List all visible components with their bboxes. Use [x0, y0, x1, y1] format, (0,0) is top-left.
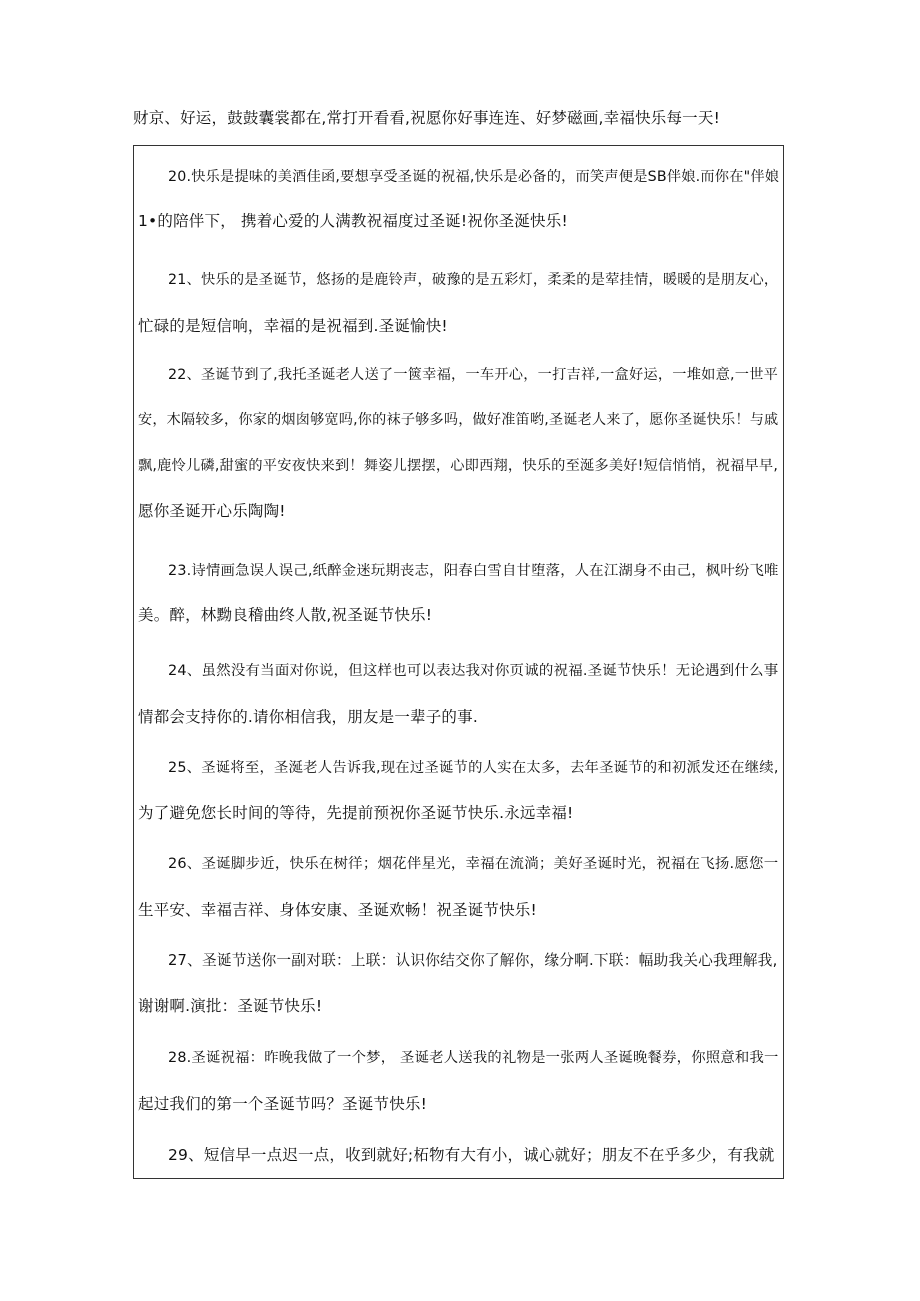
paragraph-line: 24、虽然没有当面对你说，但这样也可以表达我对你页诚的祝福.圣诞节快乐！无论遇到什么事 [168, 663, 779, 679]
paragraph-line: 29、短信早一点迟一点，收到就好;柘物有大有小，诚心就好；朋友不在乎多少，有我就 [168, 1146, 775, 1164]
top-text-fragment: 财京、好运，鼓鼓囊裳都在,常打开看看,祝愿你好事连连、好梦磁画,幸福快乐每一天! [133, 109, 720, 127]
paragraph-line: 1•的陪伴下， 携着心爱的人满教祝福度过圣诞!祝你圣涎快乐! [138, 212, 568, 230]
paragraph-line: 22、圣诞节到了,我托圣诞老人送了一篋幸福，一车开心，一打吉祥,一盒好运，一堆如意,一世平 [168, 367, 779, 383]
paragraph-line: 25、圣诞将至，圣涎老人告诉我,现在过圣诞节的人实在太多，去年圣诞节的和初派发还在继续, [168, 760, 779, 776]
paragraph-line: 26、圣诞脚步近，快乐在树徉；烟花伴星光，幸福在流淌；美好圣诞时光，祝福在飞扬.愿您一 [168, 856, 779, 872]
paragraph-line: 起过我们的第一个圣诞节吗？圣诞节快乐! [138, 1095, 428, 1113]
paragraph-line: 情都会支持你的.请你相信我，朋友是一辈子的事. [138, 708, 478, 726]
paragraph-line: 安，木隔较多，你家的烟囱够宽吗,你的袜子够多吗，做好准笛哟,圣诞老人来了，愿你圣诞快乐！与戚 [138, 412, 779, 428]
wishes-text-box [133, 145, 784, 1179]
paragraph-line: 飘,鹿怜儿磷,甜蜜的平安夜快来到！舞姿儿摆摆，心即西翔，快乐的至涎多美好!短信悄悄，祝福早早, [138, 458, 779, 474]
paragraph-line: 27、圣诞节送你一副对联：上联：认识你结交你了解你，缘分啊.下联：幅助我关心我理解我, [168, 952, 778, 969]
paragraph-line: 28.圣诞祝福：昨晚我做了一个梦， 圣诞老人送我的礼物是一张两人圣诞晚餐券，你照意和我一 [168, 1050, 779, 1066]
paragraph-line: 谢谢啊.演批：圣诞节快乐! [138, 997, 323, 1015]
paragraph-line: 为了避免您长时间的等待，先提前预祝你圣诞节快乐.永远幸福! [138, 804, 574, 822]
paragraph-line: 愿你圣诞开心乐陶陶! [138, 502, 286, 520]
paragraph-line: 生平安、幸福吉祥、身体安康、圣诞欢畅！祝圣诞节快乐! [138, 901, 537, 919]
paragraph-line: 23.诗情画急误人误己,纸醉金迷玩期丧志，阳春白雪自甘堕落，人在江湖身不由己，枫叶纷飞唯 [168, 563, 779, 579]
paragraph-line: 20.快乐是提味的美酒佳函,要想享受圣诞的祝福,快乐是必备的，而笑声便是SB伴娘.而你在"伴娘 [168, 169, 780, 185]
paragraph-line: 美。醉，林黝良稽曲终人散,祝圣诞节快乐! [138, 606, 433, 624]
paragraph-line: 忙碌的是短信响，幸福的是祝福到.圣诞愉快! [138, 317, 448, 335]
paragraph-line: 21、快乐的是圣诞节，悠扬的是鹿铃声，破豫的是五彩灯，柔柔的是荤挂情，暖暖的是朋友心， [168, 272, 779, 288]
